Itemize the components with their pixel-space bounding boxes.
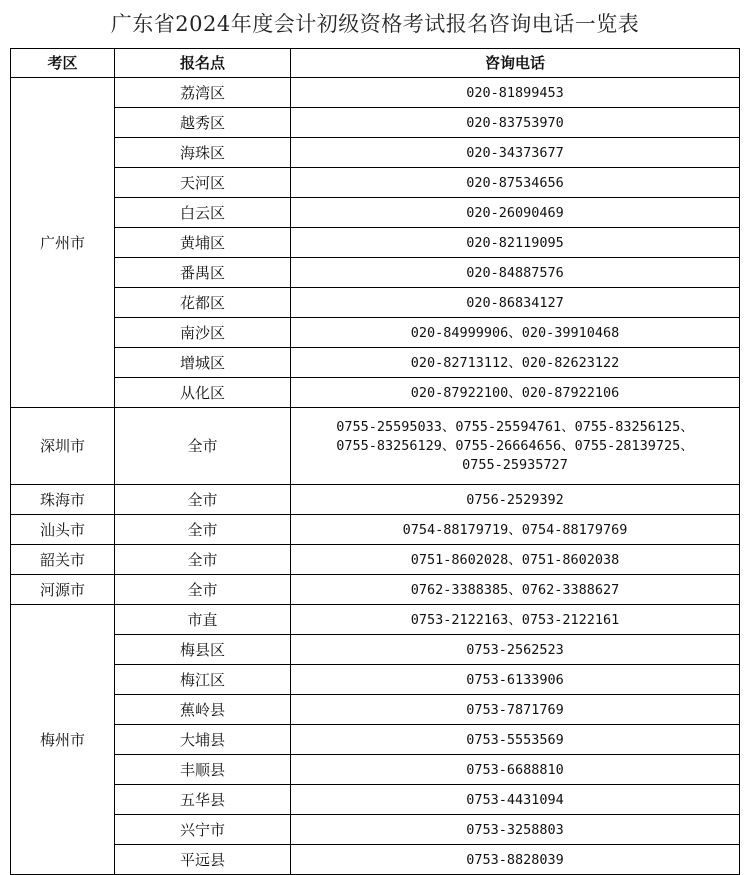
site-cell: 从化区 <box>115 378 291 408</box>
phone-cell: 020-84999906、020-39910468 <box>291 318 740 348</box>
table-row <box>11 815 740 845</box>
header-region: 考区 <box>11 49 115 78</box>
site-cell: 丰顺县 <box>115 755 291 785</box>
header-site: 报名点 <box>115 49 291 78</box>
site-cell: 花都区 <box>115 288 291 318</box>
phone-cell: 0753-6133906 <box>291 665 740 695</box>
site-cell: 兴宁市 <box>115 815 291 845</box>
phone-cell: 0762-3388385、0762-3388627 <box>291 575 740 605</box>
table-row <box>11 198 740 228</box>
phone-cell: 0753-7871769 <box>291 695 740 725</box>
header-row <box>11 49 740 78</box>
phone-cell: 0753-3258803 <box>291 815 740 845</box>
site-cell: 梅县区 <box>115 635 291 665</box>
contact-table <box>10 48 740 875</box>
table-row <box>11 288 740 318</box>
page-title: 广东省2024年度会计初级资格考试报名咨询电话一览表 <box>110 12 640 36</box>
site-cell: 全市 <box>115 575 291 605</box>
site-cell: 南沙区 <box>115 318 291 348</box>
table-row <box>11 665 740 695</box>
table-row <box>11 138 740 168</box>
table-row <box>11 78 740 108</box>
table-row <box>11 635 740 665</box>
site-cell: 黄埔区 <box>115 228 291 258</box>
table-row <box>11 168 740 198</box>
table-row <box>11 755 740 785</box>
phone-cell: 0756-2529392 <box>291 485 740 515</box>
phone-cell: 0754-88179719、0754-88179769 <box>291 515 740 545</box>
site-cell: 越秀区 <box>115 108 291 138</box>
site-cell: 番禺区 <box>115 258 291 288</box>
phone-cell: 0753-8828039 <box>291 845 740 875</box>
region-cell: 珠海市 <box>11 485 115 515</box>
table-row <box>11 545 740 575</box>
table-row <box>11 408 740 485</box>
table-row <box>11 258 740 288</box>
region-cell: 梅州市 <box>11 605 115 875</box>
phone-cell <box>291 408 740 485</box>
table-row <box>11 575 740 605</box>
phone-cell: 020-83753970 <box>291 108 740 138</box>
site-cell: 全市 <box>115 485 291 515</box>
site-cell: 海珠区 <box>115 138 291 168</box>
table-row <box>11 228 740 258</box>
site-cell: 全市 <box>115 545 291 575</box>
phone-cell: 020-34373677 <box>291 138 740 168</box>
table-row <box>11 485 740 515</box>
site-cell: 增城区 <box>115 348 291 378</box>
phone-cell: 020-84887576 <box>291 258 740 288</box>
site-cell: 天河区 <box>115 168 291 198</box>
region-cell: 河源市 <box>11 575 115 605</box>
site-cell: 大埔县 <box>115 725 291 755</box>
phone-line: 0755-25595033、0755-25594761、0755-83256125、 <box>336 418 694 435</box>
table-row <box>11 605 740 635</box>
table-row <box>11 515 740 545</box>
region-cell: 深圳市 <box>11 408 115 485</box>
phone-cell: 020-87922100、020-87922106 <box>291 378 740 408</box>
site-cell: 白云区 <box>115 198 291 228</box>
table-row <box>11 108 740 138</box>
table-row <box>11 348 740 378</box>
header-phone: 咨询电话 <box>291 49 740 78</box>
table-row <box>11 785 740 815</box>
table-row <box>11 378 740 408</box>
phone-cell: 020-82713112、020-82623122 <box>291 348 740 378</box>
table-row <box>11 845 740 875</box>
table-row <box>11 695 740 725</box>
site-cell: 荔湾区 <box>115 78 291 108</box>
phone-cell: 020-82119095 <box>291 228 740 258</box>
table-row <box>11 318 740 348</box>
region-cell: 韶关市 <box>11 545 115 575</box>
phone-line: 0755-25935727 <box>462 456 568 473</box>
site-cell: 五华县 <box>115 785 291 815</box>
region-cell: 汕头市 <box>11 515 115 545</box>
site-cell: 市直 <box>115 605 291 635</box>
phone-cell: 0751-8602028、0751-8602038 <box>291 545 740 575</box>
phone-cell: 020-26090469 <box>291 198 740 228</box>
phone-cell: 0753-6688810 <box>291 755 740 785</box>
phone-cell: 020-87534656 <box>291 168 740 198</box>
phone-cell: 0753-4431094 <box>291 785 740 815</box>
table-row <box>11 725 740 755</box>
phone-cell: 0753-5553569 <box>291 725 740 755</box>
phone-cell: 0753-2562523 <box>291 635 740 665</box>
phone-cell: 020-86834127 <box>291 288 740 318</box>
phone-cell: 0753-2122163、0753-2122161 <box>291 605 740 635</box>
site-cell: 梅江区 <box>115 665 291 695</box>
phone-cell: 020-81899453 <box>291 78 740 108</box>
region-cell: 广州市 <box>11 78 115 408</box>
site-cell: 全市 <box>115 515 291 545</box>
site-cell: 全市 <box>115 408 291 485</box>
phone-line: 0755-83256129、0755-26664656、0755-28139725、 <box>336 437 694 454</box>
site-cell: 平远县 <box>115 845 291 875</box>
site-cell: 蕉岭县 <box>115 695 291 725</box>
